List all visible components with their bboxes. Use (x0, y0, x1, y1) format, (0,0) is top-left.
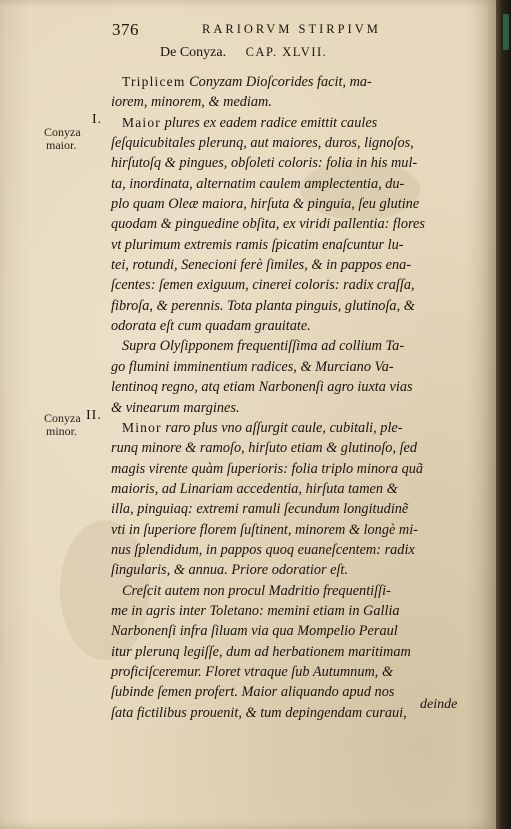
text-line (111, 601, 473, 621)
line-text: fibroſa, & perennis. Tota planta pinguis, glutinoſa, & (111, 297, 415, 314)
margin-note-line: Conyza (44, 125, 81, 139)
text-line (111, 316, 473, 336)
text-line (111, 92, 473, 112)
line-text: maioris, ad Linariam accedentia, hirſuta tamen & (111, 480, 398, 497)
text-line (111, 275, 473, 295)
text-line (111, 662, 473, 682)
text-line (111, 113, 473, 133)
text-line (111, 438, 473, 458)
line-text: lentinoq regno, atq etiam Narbonenſi agro iuxta vias (111, 379, 413, 396)
margin-note-line: Conyza (44, 411, 81, 425)
text-line (111, 72, 473, 92)
catchword: deinde (420, 697, 458, 712)
line-text: itur plerunq legiſſe, dum ad herbationem maritimam (111, 643, 411, 660)
line-text: ſeſquicubitales plerunq, aut maiores, duros, lignoſos, (111, 135, 414, 152)
chapter-name: De Conyza. (160, 45, 227, 60)
line-text: go flumini imminentium radices, & Murciano Va- (111, 358, 394, 375)
text-line (111, 703, 473, 723)
page-header (112, 20, 472, 42)
text-line (111, 398, 473, 418)
line-text: plo quam Oleæ maiora, hirſuta & pinguia, ſeu glutine (111, 196, 420, 213)
margin-note-line: maior. (46, 138, 77, 152)
text-line (111, 418, 473, 438)
line-text: ſcentes: ſemen exiguum, cinerei coloris: radix craſſa, (111, 277, 415, 294)
margin-note-line: minor. (46, 424, 78, 438)
line-text: runq minore & ramoſo, hirſuto etiam & glutinoſo, ſed (111, 440, 418, 457)
text-line (111, 133, 473, 153)
text-line (111, 377, 473, 397)
line-text: Narbonenſi infra ſiluam via qua Mompelio Peraul (111, 623, 398, 640)
line-text: proficiſceremur. Floret vtraque ſub Autumnum, & (111, 663, 394, 680)
running-head: RARIORVM STIRPIVM (202, 22, 381, 36)
small-caps-word: Minor (122, 419, 162, 435)
line-text: vt plurimum extremis ramis ſpicatim enaſcuntur lu- (111, 236, 404, 253)
text-line (111, 479, 473, 499)
text-line (111, 194, 473, 214)
line-text: hirſutoſq & pingues, obſoleti coloris: folia in his mul- (111, 155, 418, 172)
text-line (111, 499, 473, 519)
line-text: & vinearum margines. (111, 399, 240, 416)
line-text: ta, inordinata, alternatim caulem amplectentia, du- (111, 175, 405, 192)
text-line (111, 174, 473, 194)
chapter-title (160, 45, 440, 61)
text-line (111, 520, 473, 540)
line-text: Creſcit autem non procul Madritio frequentiſſi- (122, 582, 391, 599)
section-number-2: II. (86, 408, 102, 423)
small-caps-word: Triplicem (122, 74, 186, 89)
line-text: ſata fictilibus prouenit, & tum depingendam curaui, (111, 704, 407, 721)
text-line (111, 255, 473, 275)
line-text: iorem, minorem, & mediam. (111, 94, 272, 111)
line-text: ſingularis, & annua. Priore odoratior eſt. (111, 562, 348, 579)
text-line (111, 214, 473, 234)
line-text: Supra Olyſipponem frequentiſſima ad collium Ta- (122, 338, 405, 355)
margin-note-conyza-minor (44, 412, 81, 438)
text-line (111, 153, 473, 173)
edge-mark (503, 14, 509, 50)
text-line (111, 357, 473, 377)
line-text: odorata eſt cum quadam grauitate. (111, 318, 311, 335)
chapter-number: CAP. XLVII. (245, 45, 328, 59)
line-text: tei, rotundi, Senecioni ferè ſimiles, & in pappos ena- (111, 257, 412, 274)
text-line (111, 235, 473, 255)
line-text: vti in ſuperiore florem ſuſtinent, minorem & longè mi- (111, 521, 418, 538)
text-line (111, 581, 473, 601)
book-edge (496, 0, 511, 829)
line-text: me in agris inter Toletano: memini etiam in Gallia (111, 602, 400, 619)
page-number: 376 (112, 20, 139, 39)
text-line (111, 336, 473, 356)
line-text: nus ſplendidum, in pappos quoq euaneſcentem: radix (111, 541, 415, 558)
small-caps-word: Maior (122, 114, 161, 130)
line-text: magis virente quàm ſuperioris: folia triplo minora quã (111, 460, 424, 477)
line-text: plures ex eadem radice emittit caules (161, 114, 378, 131)
text-line (111, 459, 473, 479)
text-line (111, 621, 473, 641)
text-line (111, 296, 473, 316)
text-line (111, 682, 473, 702)
line-text: illa, pinguiaq: extremi ramuli ſecundum longitudinẽ (111, 501, 409, 518)
text-line (111, 642, 473, 662)
text-line (111, 540, 473, 560)
text-line (111, 560, 473, 580)
margin-note-conyza-maior (44, 126, 81, 152)
line-text: quodam & pinguedine obſita, ex viridi pallentia: flores (111, 216, 425, 233)
line-text: Conyzam Dioſcorides facit, ma- (185, 74, 372, 90)
section-number-1: I. (92, 112, 103, 127)
text-body (111, 72, 473, 723)
line-text: raro plus vno aſſurgit caule, cubitali, ple- (161, 419, 403, 436)
line-text: ſubinde ſemen profert. Maior aliquando apud nos (111, 684, 395, 701)
